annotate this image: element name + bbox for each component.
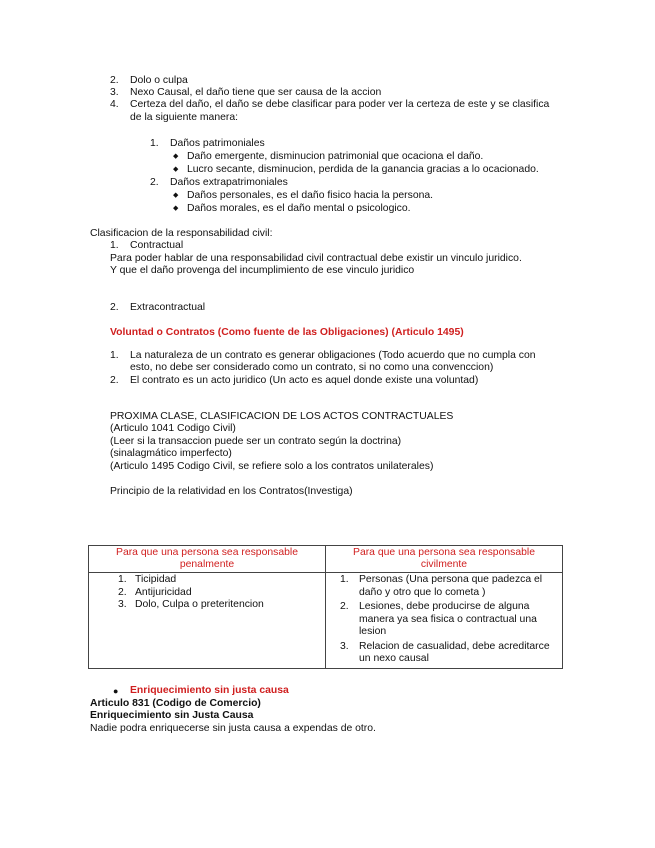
list-num: 2.: [110, 75, 119, 86]
paragraph: (Articulo 1041 Codigo Civil): [110, 423, 236, 434]
section-heading-red: Enriquecimiento sin justa causa: [130, 685, 289, 696]
list-item: Antijuricidad: [135, 586, 192, 598]
list-num: 2.: [118, 586, 127, 598]
paragraph: Nadie podra enriquecerse sin justa causa a expendas de otro.: [90, 723, 376, 734]
bullet-diamond-icon: ◆: [173, 153, 179, 160]
list-item: Dolo, Culpa o preteritencion: [135, 599, 264, 610]
table-cell: [326, 573, 563, 669]
list-item: Relacion de casualidad, debe acreditarce un nexo causal: [359, 640, 550, 664]
bullet-item: Daños personales, es el daño fisico hacia la persona.: [187, 190, 434, 201]
list-item: Contractual: [130, 240, 184, 251]
list-item: Lesiones, debe producirse de alguna manera ya sea fisica o contractual una lesion: [359, 601, 537, 637]
list-num: 2.: [110, 302, 119, 313]
list-item-cont: de la siguiente manera:: [130, 112, 239, 123]
list-item: Ticipidad: [135, 574, 177, 585]
section-heading-red: Voluntad o Contratos (Como fuente de las Obligaciones) (Articulo 1495): [110, 327, 464, 338]
list-num: 1.: [150, 138, 159, 149]
bullet-dot-icon: ●: [113, 686, 119, 696]
paragraph: PROXIMA CLASE, CLASIFICACION DE LOS ACTOS CONTRACTUALES: [110, 411, 454, 422]
list-num: 2.: [150, 177, 159, 188]
list-item: Daños patrimoniales: [170, 138, 265, 149]
paragraph: (Articulo 1495 Codigo Civil, se refiere solo a los contratos unilaterales): [110, 461, 434, 472]
article-subtitle: Enriquecimiento sin Justa Causa: [90, 710, 254, 721]
list-num: 4.: [110, 99, 119, 110]
list-num: 3.: [118, 599, 127, 610]
paragraph: (Leer si la transaccion puede ser un contrato según la doctrina): [110, 436, 402, 447]
list-item: Nexo Causal, el daño tiene que ser causa de la accion: [130, 87, 382, 98]
section-heading: Clasificacion de la responsabilidad civil:: [90, 228, 273, 239]
list-item-cont: esto, no debe ser considerado como un contrato, si no como una convenccion): [130, 362, 494, 373]
table-cell: [89, 573, 326, 669]
list-num: 2.: [340, 601, 349, 612]
list-num: 1.: [110, 350, 119, 361]
article-title: Articulo 831 (Codigo de Comercio): [90, 698, 261, 709]
paragraph: (sinalagmático imperfecto): [110, 448, 232, 459]
list-item: El contrato es un acto juridico (Un acto es aquel donde existe una voluntad): [130, 375, 479, 386]
list-item: Certeza del daño, el daño se debe clasificar para poder ver la certeza de este y se clasifica: [130, 99, 550, 110]
list-item: Daños extrapatrimoniales: [170, 177, 288, 188]
bullet-diamond-icon: ◆: [173, 205, 179, 212]
list-num: 2.: [110, 375, 119, 386]
list-item: La naturaleza de un contrato es generar obligaciones (Todo acuerdo que no cumpla con: [130, 350, 536, 361]
responsabilidad-table: [88, 545, 563, 669]
bullet-item: Daño emergente, disminucion patrimonial que ocaciona el daño.: [187, 151, 484, 162]
list-item: Dolo o culpa: [130, 75, 188, 86]
paragraph: Para poder hablar de una responsabilidad civil contractual debe existir un vinculo juridico.: [110, 253, 522, 264]
list-item: Personas (Una persona que padezca el daño y otro que lo cometa ): [359, 574, 543, 598]
list-num: 1.: [118, 574, 127, 585]
bullet-diamond-icon: ◆: [173, 166, 179, 173]
paragraph: Y que el daño provenga del incumplimiento de ese vinculo juridico: [110, 265, 415, 276]
list-num: 1.: [110, 240, 119, 251]
list-num: 1.: [340, 574, 349, 585]
paragraph: Principio de la relatividad en los Contratos(Investiga): [110, 486, 353, 497]
list-num: 3.: [110, 87, 119, 98]
bullet-item: Lucro secante, disminucion, perdida de la ganancia gracias a lo ocacionado.: [187, 164, 539, 175]
bullet-item: Daños morales, es el daño mental o psicologico.: [187, 203, 411, 214]
table-header: Para que una persona sea responsable penalmente: [89, 546, 326, 573]
list-item: Extracontractual: [130, 302, 206, 313]
list-num: 3.: [340, 640, 349, 652]
table-header: Para que una persona sea responsable civilmente: [326, 546, 563, 573]
bullet-diamond-icon: ◆: [173, 192, 179, 199]
